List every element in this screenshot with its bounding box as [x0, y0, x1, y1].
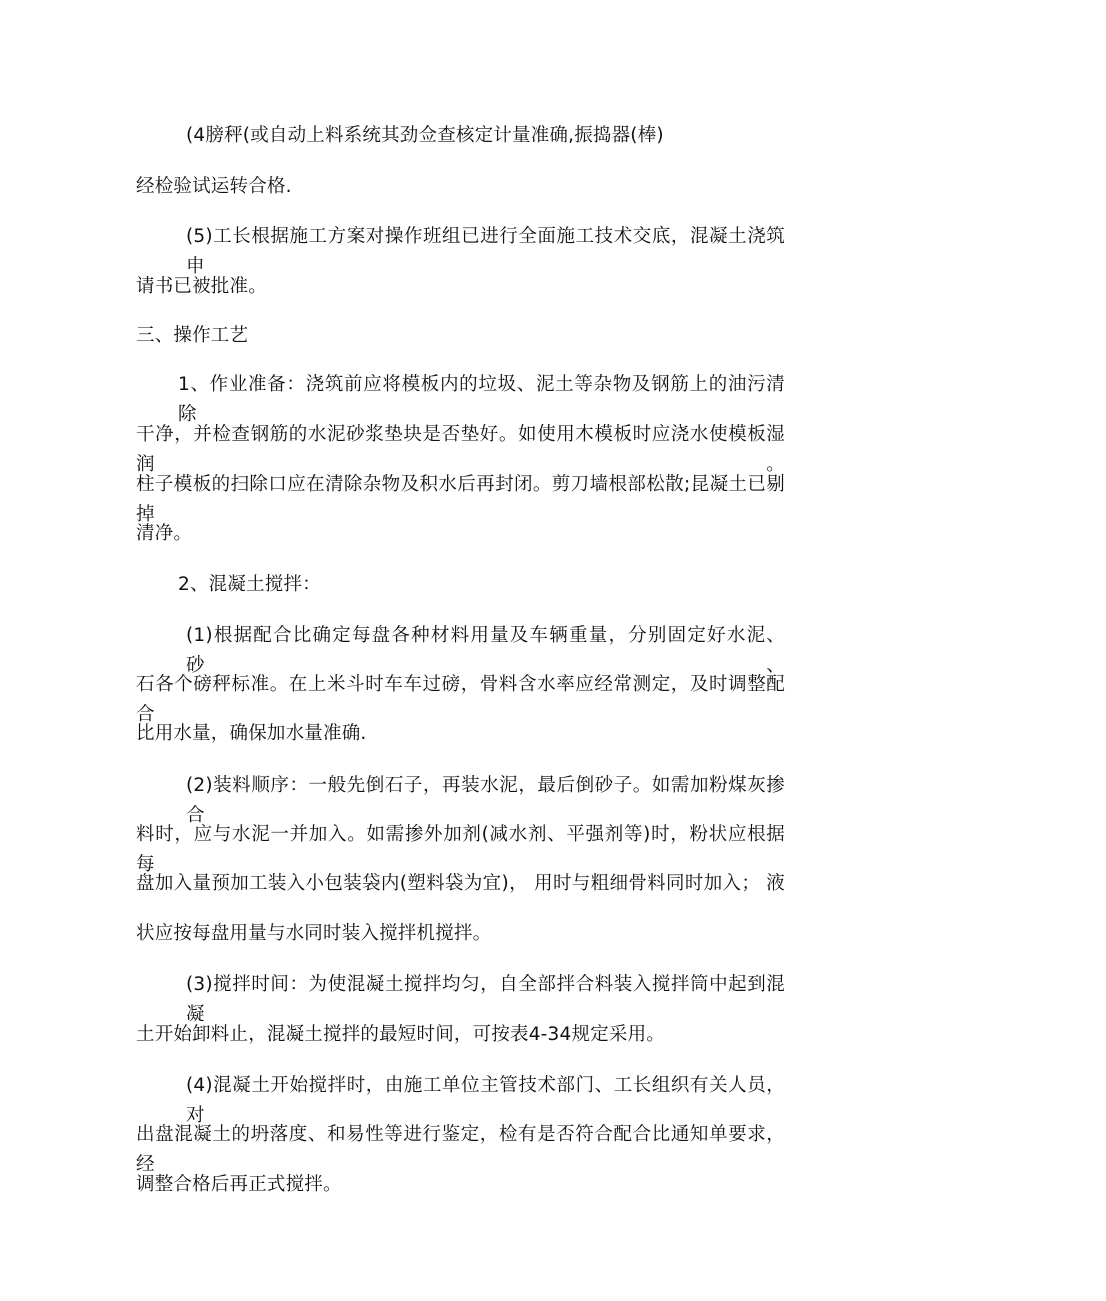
text-line: 经检验试运转合格.	[136, 176, 292, 197]
text-line: 盘加入量预加工装入小包装袋内(塑料袋为宜)， 用时与粗细骨料同时加入； 液	[136, 873, 785, 894]
text-line: (5)工长根据施工方案对操作班组已进行全面施工技术交底，混凝土浇筑申	[186, 226, 785, 277]
subsection-heading: 2、混凝土搅拌：	[178, 574, 321, 595]
text-line: 出盘混凝土的坍落度、和易性等进行鉴定，检有是否符合配合比通知单要求，经	[136, 1124, 785, 1175]
text-line: (4)混凝土开始搅拌时，由施工单位主管技术部门、工长组织有关人员，对	[186, 1075, 785, 1126]
text-line: 石各个磅秤标准。在上米斗时车车过磅，骨料含水率应经常测定，及时调整配合	[136, 674, 785, 725]
text-line: 土开始卸料止，混凝土搅拌的最短时间，可按表4-34规定采用。	[136, 1024, 665, 1045]
text-line: 比用水量，确保加水量准确.	[136, 723, 367, 744]
text-line: 1、作业准备：浇筑前应将模板内的垃圾、泥土等杂物及钢筋上的油污清除	[178, 374, 785, 425]
text-line: (1)根据配合比确定每盘各种材料用量及车辆重量，分别固定好水泥、砂、	[186, 625, 785, 676]
text-line: 调整合格后再正式搅拌。	[136, 1174, 342, 1195]
text-line: 柱子模板的扫除口应在清除杂物及积水后再封闭。剪刀墙根部松散;昆凝土已剔掉	[136, 474, 785, 525]
text-line: 状应按每盘用量与水同时装入搅拌机搅拌。	[136, 923, 492, 944]
text-line: 料时，应与水泥一并加入。如需掺外加剂(减水剂、平强剂等)时，粉状应根据每	[136, 824, 785, 875]
text-line: (3)搅拌时间：为使混凝土搅拌均匀，自全部拌合料装入搅拌筒中起到混凝	[186, 974, 785, 1025]
text-line: (4膀秤(或自动上料系统其劲佥查核定计量准确,振捣器(棒)	[186, 125, 664, 146]
text-line: 清净。	[136, 523, 193, 544]
text-line: 干净，并检查钢筋的水泥砂浆垫块是否垫好。如使用木模板时应浇水使模板湿润。	[136, 424, 785, 475]
text-line: 请书已被批准。	[136, 276, 267, 297]
text-line: (2)装料顺序：一般先倒石子，再装水泥，最后倒砂子。如需加粉煤灰掺合	[186, 775, 785, 826]
section-heading: 三、操作工艺	[136, 325, 249, 346]
